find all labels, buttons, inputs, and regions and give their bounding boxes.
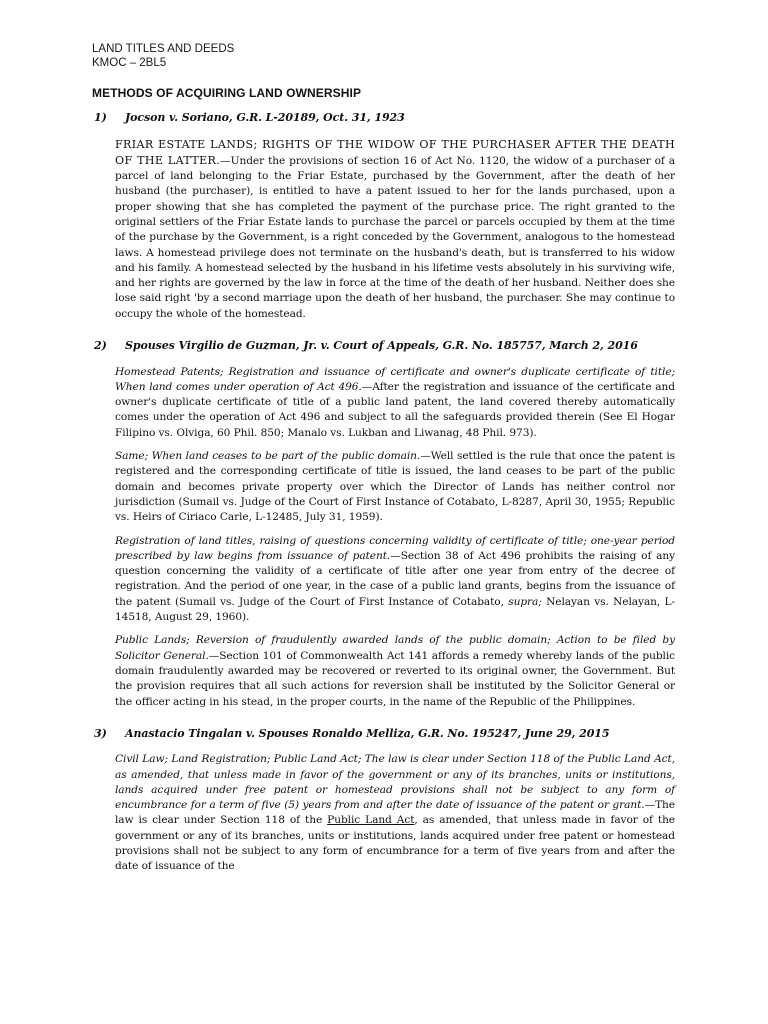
document-header: [92, 42, 234, 70]
public-land-act-link[interactable]: Public Land Act: [327, 814, 415, 827]
case-title: Anastacio Tingalan v. Spouses Ronaldo Melliza, G.R. No. 195247, June 29, 2015: [125, 726, 610, 740]
paragraph-text: —After the registration and issuance of the certificate and owner's duplicate certificate of title of a public land patent, the land covered thereby automatically comes under the operation of Act 496 and subject to all the safeguards provided therein (See El Hogar Filipino vs. Olviga, 60 Phil. 850; Manalo vs. Lukban and Liwanag, 48 Phil. 973).: [115, 380, 675, 439]
paragraph-text: —Section 38 of Act 496 prohibits the raising of any question concerning the validity of a certificate of title after one year from entry of the decree of registration. And the period of one year, in the case of a public land grants, begins from the issuance of the patent (Sumail vs. Judge of the Court of First Instance of Cotabato,: [115, 549, 675, 608]
case-paragraph: [115, 752, 675, 874]
case-heading: [94, 726, 675, 742]
case-paragraph: [115, 534, 675, 626]
paragraph-text-cont: Nelayan vs. Nelayan, L-14518, August 29, 1960).: [115, 595, 675, 624]
paragraph-lead: Homestead Patents; Registration and issuance of certificate and owner's duplicate certificate of title; When land comes under operation of Act 496.: [115, 365, 675, 393]
paragraph-text-cont: , as amended, that unless made in favor of the government or any of its branches, units or institutions, lands acquired under free patent or homestead provisions shall not be subject to any form of encumbrance for a term of five years from and after the date of issuance of the: [115, 814, 676, 873]
case-number: 3): [94, 726, 107, 740]
paragraph-lead: Public Lands; Reversion of fraudulently awarded lands of the public domain; Action to be filed by Solicitor General.: [115, 634, 675, 662]
document-body: [94, 110, 676, 883]
paragraph-italic: supra;: [508, 595, 542, 608]
course-code: KMOC – 2BL5: [92, 57, 167, 69]
case-paragraph: [115, 633, 675, 709]
case-paragraph: [115, 137, 675, 323]
case-title: Spouses Virgilio de Guzman, Jr. v. Court of Appeals, G.R. No. 185757, March 2, 2016: [125, 339, 638, 353]
paragraph-lead: Registration of land titles, raising of questions concerning validity of certificate of title; one-year period prescribed by law begins from issuance of patent.: [115, 534, 675, 562]
paragraph-text: —Under the provisions of section 16 of Act No. 1120, the widow of a purchaser of a parcel of land belonging to the Friar Estate, purchased by the Government, after the death of her husband (the purchaser), is entitled to have a patent issued to her for the lands purchased, upon a proper showing that she has completed the payment of the purchase price. The right granted to the original settlers of the Friar Estate lands to purchase the parcel or parcels occupied by them at the time of the purchase by the Government, is a right conceded by the Government, analogous to the homestead laws. A homestead privilege does not terminate on the husband's death, but is transferred to his widow and his family. A homestead selected by the husband in his lifetime vests absolutely in his surviving wife, and her rights are governed by the law in force at the time of the death of her husband. Neither does she lose said right 'by a second marriage upon the death of her husband, the purchaser. She may continue to occupy the whole of the homestead.: [115, 154, 675, 320]
paragraph-lead: FRIAR ESTATE LANDS; RIGHTS OF THE WIDOW OF THE PURCHASER AFTER THE DEATH OF THE LATTER.: [115, 137, 675, 167]
paragraph-lead: Same; When land ceases to be part of the public domain.: [115, 450, 421, 463]
case-paragraph: [115, 449, 675, 525]
case-heading: [94, 338, 675, 354]
case-number: 2): [94, 339, 107, 353]
case-heading: [94, 110, 675, 126]
paragraph-text: —The law is clear under Section 118 of the: [115, 799, 675, 827]
course-title: LAND TITLES AND DEEDS: [92, 43, 235, 55]
paragraph-text: —Section 101 of Commonwealth Act 141 affords a remedy whereby lands of the public domain fraudulently awarded may be recovered or reverted to its original owner, the Government. But the provision requires that all such actions for reversion shall be instituted by the Solicitor General or the officer acting in his stead, in the proper courts, in the name of the Republic of the Philippines.: [115, 649, 675, 708]
case-paragraph: [115, 365, 675, 441]
page-title: METHODS OF ACQUIRING LAND OWNERSHIP: [92, 86, 362, 100]
paragraph-text: —Well settled is the rule that once the patent is registered and the corresponding certificate of title is issued, the land ceases to be part of the public domain and becomes private property over which the Director of Lands has neither control nor jurisdiction (Sumail vs. Judge of the Court of First Instance of Cotabato, L-8287, April 30, 1955; Republic vs. Heirs of Ciriaco Carle, L-12485, July 31, 1959).: [115, 450, 676, 524]
paragraph-lead: Civil Law; Land Registration; Public Land Act; The law is clear under Section 118 of the Public Land Act, as amended, that unless made in favor of the government or any of its branches, units or institutions, lands acquired under free patent or homestead provisions shall not be subject to any form of encumbrance for a term of five (5) years from and after the date of issuance of the patent or grant.: [115, 753, 675, 812]
case-number: 1): [94, 111, 107, 124]
case-title: Jocson v. Soriano, G.R. L-20189, Oct. 31, 1923: [125, 111, 405, 124]
